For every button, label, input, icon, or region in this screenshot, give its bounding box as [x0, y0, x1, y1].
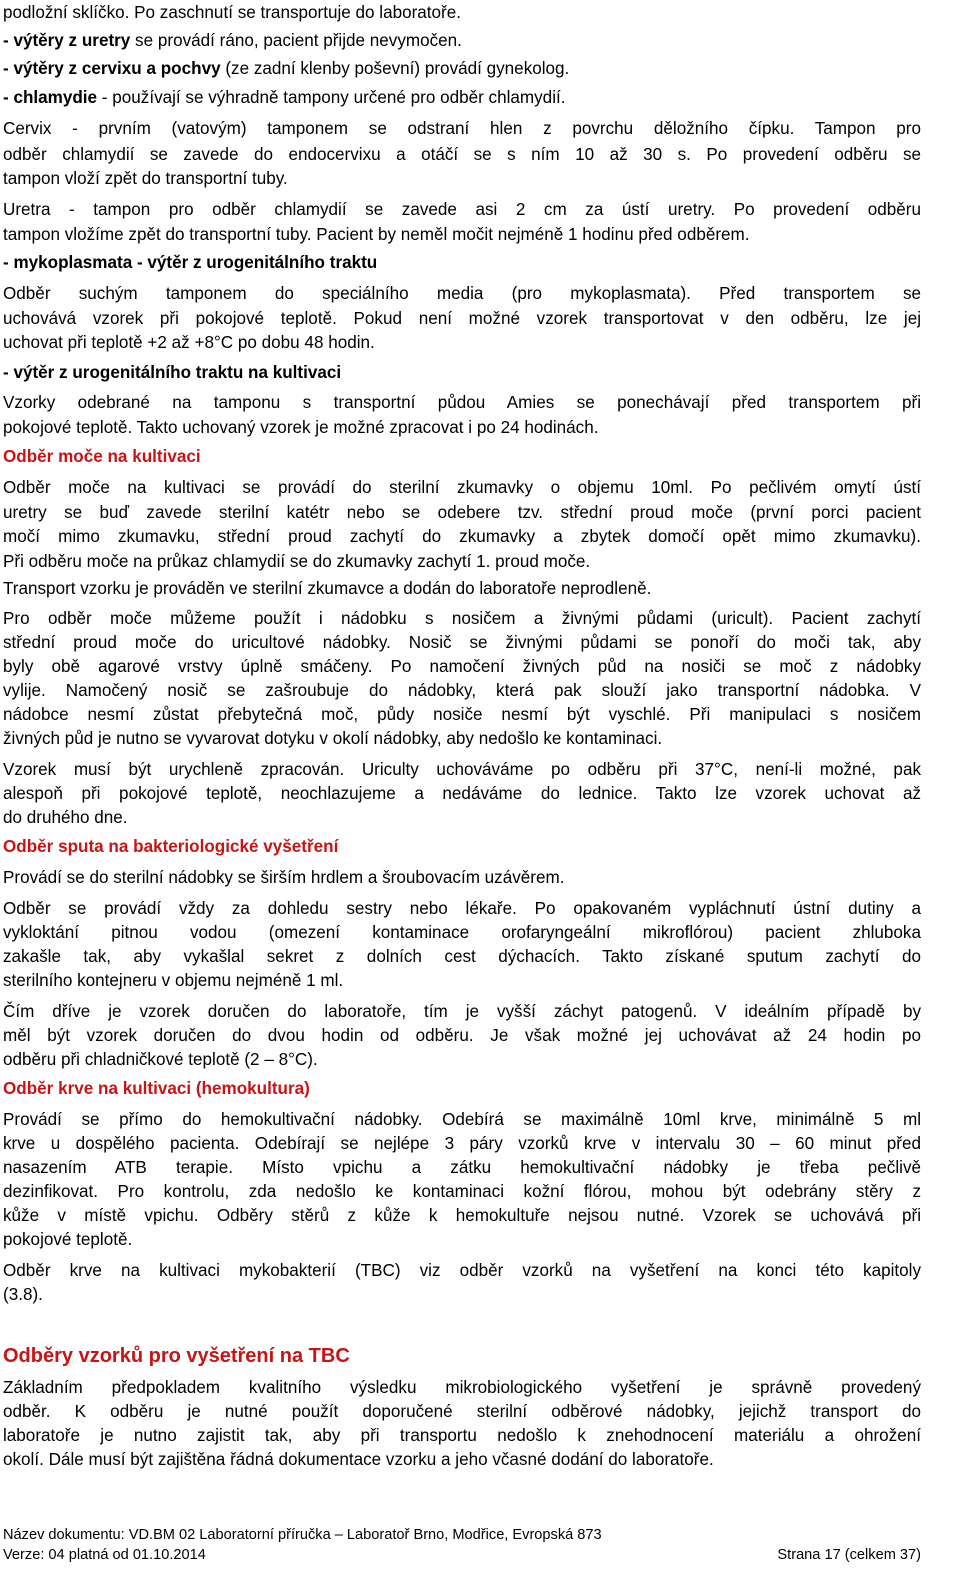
text-line — [3, 283, 921, 305]
text-span: Provádí se přímo do hemokultivační nádobky. Odebírá se maximálně 10ml krve, minimálně 5 ml — [3, 1110, 921, 1129]
text-line — [3, 704, 921, 726]
text-span: vykloktání pitnou vodou (omezení kontaminace orofaryngeální mikroflórou) pacient zhluboka — [3, 923, 921, 942]
text-line — [3, 1229, 921, 1251]
text-span: Odběr moče na kultivaci se provádí do sterilní zkumavky o objemu 10ml. Po pečlivém omytí ústí — [3, 478, 921, 497]
text-span: kůže v místě vpichu. Odběry stěrů z kůže k hemokultuře nejsou nutné. Vzorek se uchovává při — [3, 1206, 921, 1225]
text-line — [3, 1181, 921, 1203]
text-span: Uretra - tampon pro odběr chlamydií se zavede asi 2 cm za ústí uretry. Po provedení odběru — [3, 200, 921, 219]
text-span: Vzorky odebrané na tamponu s transportní půdou Amies se ponechávají před transportem při — [3, 393, 921, 412]
text-line — [3, 656, 921, 678]
text-line — [3, 224, 921, 246]
text-span: Základním předpokladem kvalitního výsledku mikrobiologického vyšetření je správně provedený — [3, 1378, 921, 1397]
text-line — [3, 1109, 921, 1131]
text-span: (ze zadní klenby poševní) provádí gynekolog. — [220, 59, 570, 78]
text-line — [3, 526, 921, 548]
text-line — [3, 783, 921, 805]
text-span: do druhého dne. — [3, 808, 128, 827]
text-span: Při odběru moče na průkaz chlamydií se do zkumavky zachytí 1. proud moče. — [3, 552, 591, 571]
text-line — [3, 728, 921, 750]
section-heading: Odběr moče na kultivaci — [3, 447, 201, 466]
text-span: zakašle tak, aby vykašlal sekret z dolních cest dýchacích. Takto získané sputum zachytí do — [3, 947, 921, 966]
text-span: Vzorek musí být urychleně zpracován. Uricultу uchováváme po odběru při 37°C, není-li možné, pak — [3, 760, 921, 779]
text-span: Čím dříve je vzorek doručen do laboratoře, tím je vyšší záchyt patogenů. V ideálním případě by — [3, 1002, 921, 1021]
text-span: krve u dospělého pacienta. Odebírají se nejlépe 3 páry vzorků krve v intervalu 30 – 60 minut před — [3, 1134, 921, 1153]
text-span: - používají se výhradně tampony určené pro odběr chlamydií. — [97, 88, 566, 107]
bold-label: - mykoplasmata - výtěr z urogenitálního traktu — [3, 253, 378, 272]
text-line — [3, 87, 921, 109]
text-line — [3, 417, 921, 439]
text-line — [3, 1260, 921, 1282]
text-line — [3, 168, 921, 190]
text-span: se provádí ráno, pacient přijde nevymočen. — [130, 31, 462, 50]
text-span: dezinfikovat. Pro kontrolu, zda nedošlo ke kontaminaci kožní flórou, mohou být odebrány stěry z — [3, 1182, 921, 1201]
section-heading: Odběry vzorků pro vyšetření na TBC — [3, 1345, 350, 1367]
text-line — [3, 1377, 921, 1399]
text-line — [3, 836, 921, 858]
text-span: (3.8). — [3, 1285, 43, 1304]
text-line — [3, 1401, 921, 1423]
text-line — [3, 144, 921, 166]
text-span: sterilního kontejneru v objemu nejméně 1 ml. — [3, 971, 344, 990]
text-span: byly obě agarové vrstvy úplně smáčeny. Po namočení živných půd na nosiči se moč z nádobky — [3, 657, 921, 676]
text-span: tampon vložíme zpět do transportní tuby. Pacient by neměl močit nejméně 1 hodinu před odběrem. — [3, 225, 750, 244]
text-span: měl být vzorek doručen do dvou hodin od odběru. Je však možné jej uchovávat až 24 hodin po — [3, 1026, 921, 1045]
text-span: alespoň při pokojové teplotě, neochlazujeme a nedáváme do lednice. Takto lze vzorek uchovat až — [3, 784, 921, 803]
footer-document-name: Název dokumentu: VD.BM 02 Laboratorní příručka – Laboratoř Brno, Modřice, Evropská 873 — [3, 1527, 602, 1543]
text-line — [3, 898, 921, 920]
text-span: podložní sklíčko. Po zaschnutí se transportuje do laboratoře. — [3, 3, 461, 22]
text-span: uretry se buď zavede sterilní katétr nebo se odebere tzv. střední proud moče (první porci pacient — [3, 503, 921, 522]
text-line — [3, 759, 921, 781]
bold-label: - výtěr z urogenitálního traktu na kultivaci — [3, 363, 342, 382]
text-span: okolí. Dále musí být zajištěna řádná dokumentace vzorku a jeho včasné dodání do laboratoře. — [3, 1450, 714, 1469]
text-line — [3, 1345, 921, 1368]
text-line — [3, 632, 921, 654]
text-line — [3, 1133, 921, 1155]
text-line — [3, 1049, 921, 1071]
text-line — [3, 680, 921, 702]
text-span: nasazením ATB terapie. Místo vpichu a zátku hemokultivační nádobky je třeba pečlivě — [3, 1158, 921, 1177]
text-line — [3, 551, 921, 573]
bold-label: - chlamydie — [3, 88, 98, 107]
text-line — [3, 1001, 921, 1023]
text-line — [3, 1205, 921, 1227]
text-span: Odběr suchým tamponem do speciálního media (pro mykoplasmata). Před transportem se — [3, 284, 921, 303]
text-line — [3, 502, 921, 524]
text-span: Transport vzorku je prováděn ve sterilní zkumavce a dodán do laboratoře neprodleně. — [3, 579, 652, 598]
text-span: Provádí se do sterilní nádobky se širším hrdlem a šroubovacím uzávěrem. — [3, 868, 565, 887]
footer-page-number: Strana 17 (celkem 37) — [777, 1547, 921, 1563]
text-line — [3, 867, 921, 889]
text-line — [3, 1425, 921, 1447]
text-span: odběr chlamydií se zavede do endocervixu a otáčí se s ním 10 až 30 s. Po provedení odběru se — [3, 145, 921, 164]
text-line — [3, 1078, 921, 1100]
text-span: živných půd je nutno se vyvarovat dotyku v okolí nádobky, aby nedošlo ke kontaminaci. — [3, 729, 663, 748]
text-span: odběru při chladničkové teplotě (2 – 8°C). — [3, 1050, 318, 1069]
text-span: Cervix - prvním (vatovým) tamponem se odstraní hlen z povrchu děložního čípku. Tampon pro — [3, 119, 921, 138]
text-line — [3, 199, 921, 221]
bold-label: - výtěry z uretry — [3, 31, 131, 50]
text-span: vylije. Namočený nosič se zašroubuje do nádobky, která pak slouží jako transportní nádobka. V — [3, 681, 921, 700]
text-line — [3, 807, 921, 829]
text-line — [3, 252, 921, 274]
text-span: pokojové teplotě. — [3, 1230, 133, 1249]
text-line — [3, 1025, 921, 1047]
text-span: Odběr krve na kultivaci mykobakterií (TBC) viz odběr vzorků na vyšetření na konci této kapitoly — [3, 1261, 921, 1280]
bold-label: - výtěry z cervixu a pochvy — [3, 59, 221, 78]
text-span: odběr. K odběru je nutné použít doporučené sterilní odběrové nádobky, jejichž transport do — [3, 1402, 921, 1421]
text-span: močí mimo zkumavku, střední proud zachytí do zkumavky a zbytek domočí opět mimo zkumavku). — [3, 527, 921, 546]
text-line — [3, 118, 921, 140]
text-span: Odběr se provádí vždy za dohledu sestry nebo lékaře. Po opakovaném vypláchnutí ústní dutiny a — [3, 899, 921, 918]
text-line — [3, 608, 921, 630]
text-line — [3, 58, 921, 80]
text-span: pokojové teplotě. Takto uchovaný vzorek je možné zpracovat i po 24 hodinách. — [3, 418, 599, 437]
text-line — [3, 362, 921, 384]
text-span: Pro odběr moče můžeme použít i nádobku s nosičem a živnými půdami (uricult). Pacient zachytí — [3, 609, 921, 628]
text-line — [3, 1157, 921, 1179]
text-line — [3, 2, 921, 24]
text-span: laboratoře je nutno zajistit tak, aby při transportu nedošlo k znehodnocení materiálu a ohrožení — [3, 1426, 921, 1445]
footer-version: Verze: 04 platná od 01.10.2014 — [3, 1547, 206, 1563]
text-line — [3, 477, 921, 499]
text-line — [3, 1284, 921, 1306]
text-line — [3, 308, 921, 330]
text-line — [3, 1449, 921, 1471]
text-line — [3, 946, 921, 968]
text-line — [3, 446, 921, 468]
section-heading: Odběr sputa na bakteriologické vyšetření — [3, 837, 339, 856]
text-span: nádobce nesmí zůstat přebytečná moč, půdy nosiče nesmí být vyschlé. Při manipulaci s nosičem — [3, 705, 921, 724]
text-line — [3, 392, 921, 414]
text-span: uchovat při teplotě +2 až +8°C po dobu 48 hodin. — [3, 333, 375, 352]
text-line — [3, 578, 921, 600]
text-span: tampon vloží zpět do transportní tuby. — [3, 169, 288, 188]
text-line — [3, 970, 921, 992]
text-line — [3, 30, 921, 52]
text-line — [3, 922, 921, 944]
section-heading: Odběr krve na kultivaci (hemokultura) — [3, 1079, 310, 1098]
text-span: uchovává vzorek při pokojové teplotě. Pokud není možné vzorek transportovat v den odběru, lze jej — [3, 309, 921, 328]
text-span: střední proud moče do uricultové nádobky. Nosič se živnými půdami se ponoří do moči tak, aby — [3, 633, 921, 652]
text-line — [3, 332, 921, 354]
